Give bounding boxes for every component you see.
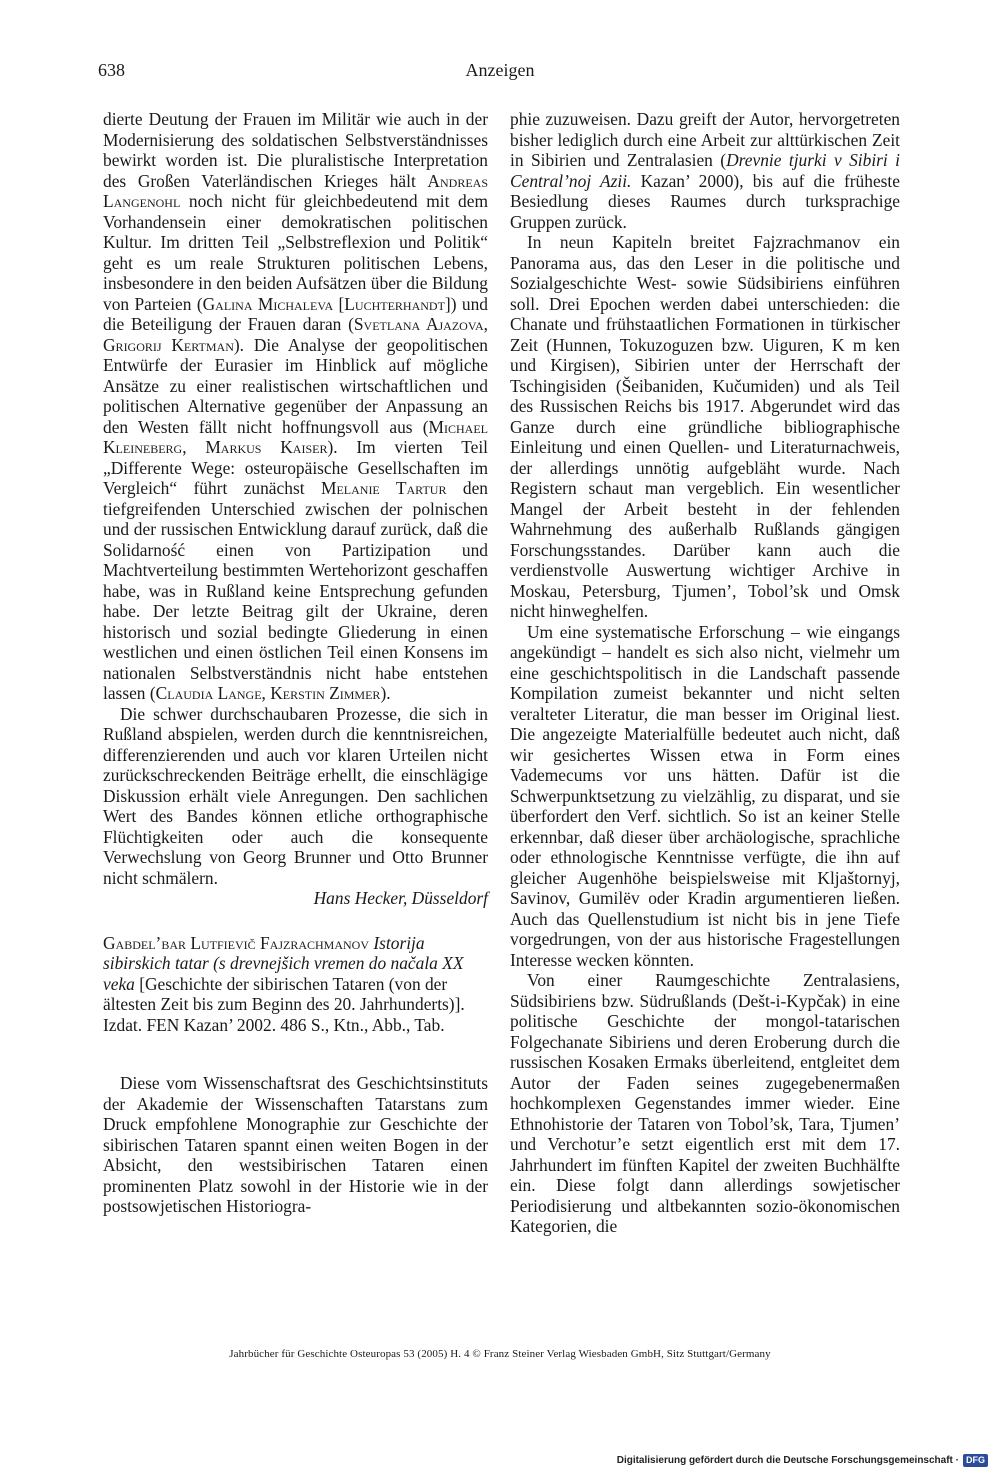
- book-title: Istorija sibirskich tatar (s drevnejšich vremen do načala XX veka: [103, 932, 464, 994]
- author-name: Melanie Tartur: [320, 478, 447, 498]
- author-name: Svetlana Ajazova, Grigorij Kertman: [103, 314, 488, 355]
- paragraph: In neun Kapiteln breitet Fajzrachmanov ein Panorama aus, das den Leser in die politische und Sozialgeschichte West- sowie Südsibiriens einführen soll. Drei Epochen werden dabei unterschieden: die Chanate und frühstaatlichen Formationen in türkischer Zeit (Hunnen, Tokuzoguzen bzw. Uiguren, K m ken und Kirgisen), Sibirien unter der Herrschaft der Tschingisiden (Šeibaniden, Kučumiden) und als Teil des Russischen Reichs bis 1917. Abgerundet wird das Ganze durch eine gründliche bibliographische Einleitung und einen Quellen- und Literaturnachweis, der allerdings unnötig aufgebläht wurde. Nach Registern schaut man vergeblich. Ein wesentlicher Mangel der Arbeit besteht in der fehlenden Wahrnehmung des außerhalb Rußlands gängigen Forschungsstandes. Darüber kann auch die verdienstvolle Auswertung wichtiger Archive in Moskau, Petersburg, Tjumen’, Tobol’sk und Omsk nicht hinweghelfen.: [510, 232, 900, 621]
- reviewer-signature: Hans Hecker, Düsseldorf: [313, 888, 488, 908]
- right-column: [510, 109, 900, 1237]
- paragraph: Die schwer durchschaubaren Prozesse, die sich in Rußland abspielen, werden durch die kenntnisreichen, differenzierenden und auch vor klaren Urteilen nicht zurückschreckenden Beiträge erhellt, die einschlägige Diskussion erhält viele Anregungen. Den sachlichen Wert des Bandes können etliche orthographische Flüchtigkeiten oder auch die konsequente Verwechslung von Georg Brunner und Otto Brunner nicht schmälern.: [103, 703, 488, 888]
- paragraph: phie zuzuweisen. Dazu greift der Autor, hervorgetreten bisher lediglich durch eine Arbeit zur alttürkischen Zeit in Sibirien und Zentralasien (Drevnie tjurki v Sibiri i Central’noj Azii. Kazan’ 2000), bis auf die früheste Besiedlung dieses Raumes durch turksprachige Gruppen zurück.: [510, 109, 901, 232]
- book-author: Gabdel’bar Lutfievič Fajzrachmanov: [103, 932, 370, 953]
- dfg-logo-icon: DFG: [963, 1454, 988, 1467]
- digitization-note: [617, 1454, 988, 1467]
- digitization-text: Digitalisierung gefördert durch die Deutsche Forschungsgemeinschaft ·: [616, 1455, 959, 1466]
- journal-citation: Jahrbücher für Geschichte Osteuropas 53 (2005) H. 4 © Franz Steiner Verlag Wiesbaden GmbH, Sitz Stuttgart/Germany: [229, 1348, 771, 1360]
- running-head: Anzeigen: [465, 60, 535, 80]
- paragraph: Um eine systematische Erforschung – wie eingangs angekündigt – handelt es sich also nicht, vielmehr um eine geschichtspolitisch in die Landschaft passende Kompilation zumeist bekannter und nicht selten veralteter Literatur, die man besser im Original liest. Die angezeigte Materialfülle bedeutet auch nicht, daß wir gesichertes Wissen etwa in Form eines Vademecums vor uns hätten. Dafür ist die Schwerpunktsetzung zu vielzählig, zu disparat, und sie überfordert den Verf. sichtlich. So ist an keiner Stelle erkennbar, daß dieser über archäologische, sprachliche oder ethnologische Kenntnisse verfügte, die ihn auf gleicher Augenhöhe beispielsweise mit Kljaštornyj, Savinov, Gumilëv oder Kradin argumentieren ließen. Auch das Quellenstudium ist nicht bis in jene Tiefe vorgedrungen, von der aus historische Fragestellungen Interesse wecken könnten.: [510, 621, 900, 970]
- cited-title: Drevnie tjurki v Sibiri i Central’noj Azii.: [510, 150, 901, 191]
- author-name: Galina Michaleva [Luchterhandt]: [202, 293, 451, 314]
- author-name: Claudia Lange, Kerstin Zimmer: [155, 683, 381, 703]
- review-heading: [103, 933, 488, 1036]
- paragraph: Von einer Raumgeschichte Zentralasiens, Südsibiriens bzw. Südrußlands (Dešt-i-Kypčak) in eine politische Geschichte der mongol-tatarischen Folgechanate Sibiriens und deren Eroberung durch die russischen Kosaken Ermaks überleitend, entgleitet dem Autor der Faden seines zugegebenermaßen hochkomplexen Gegenstandes immer wieder. Eine Ethnohistorie der Tataren von Tobol’sk, Tara, Tjumen’ und Verchotur’e setzt eigentlich erst mit dem 17. Jahrhundert im fünften Kapitel der zweiten Buchhälfte ein. Diese folgt dann allerdings sowjetischer Periodisierung und altbekannten sozio-ökonomischen Kategorien, die: [510, 970, 900, 1236]
- page-number: 638: [98, 60, 125, 80]
- author-name: Michael Kleineberg, Markus Kaiser: [103, 416, 488, 457]
- book-details: [Geschichte der sibirischen Tataren (von der ältesten Zeit bis zum Beginn des 20. Jahrhunderts)]. Izdat. FEN Kazan’ 2002. 486 S., Ktn., Abb., Tab.: [103, 973, 465, 1035]
- author-name: Andreas Langenohl: [103, 170, 488, 211]
- left-column: [103, 109, 488, 1217]
- paragraph: Diese vom Wissenschaftsrat des Geschichtsinstituts der Akademie der Wissenschaften Tatarstans zum Druck empfohlene Monographie zur Geschichte der sibirischen Tataren spannt einen weiten Bogen in der Absicht, den westsibirischen Tataren einen prominenten Platz sowohl in der Historie wie in der postsowjetischen Historiogra-: [103, 1073, 488, 1216]
- paragraph: dierte Deutung der Frauen im Militär wie auch in der Modernisierung des soldatischen Selbstverständnisses bewirkt worden ist. Die pluralistische Interpretation des Großen Vaterländischen Krieges hält Andreas Langenohl noch nicht für gleichbedeutend mit dem Vorhandensein einer demokratischen politischen Kultur. Im dritten Teil „Selbstreflexion und Politik“ geht es um reale Strukturen politischen Lebens, insbesondere in den beiden Aufsätzen über die Bildung von Parteien (Galina Michaleva [Luchterhandt]) und die Beteiligung der Frauen daran (Svetlana Ajazova, Grigorij Kertman). Die Analyse der geopolitischen Entwürfe der Eurasier im Hinblick auf mögliche Ansätze zu einer realistischen wirtschaftlichen und politischen Alternative gegenüber der Anpassung an den Westen fällt nicht hoffnungsvoll aus (Michael Kleineberg, Markus Kaiser). Im vierten Teil „Differente Wege: osteuropäische Gesellschaften im Vergleich“ führt zunächst Melanie Tartur den tiefgreifenden Unterschied zwischen der polnischen und der russischen Entwicklung darauf zurück, daß die Solidarność einen von Partizipation und Machtverteilung bestimmten Wertehorizont geschaffen habe, was in Rußland keine Entsprechung gefunden habe. Der letzte Beitrag gilt der Ukraine, deren historisch und sozial bedingte Gliederung in einen westlichen und einen östlichen Teil einen Konsens im nationalen Selbstverständnis nicht habe entstehen lassen (Claudia Lange, Kerstin Zimmer).: [103, 109, 488, 703]
